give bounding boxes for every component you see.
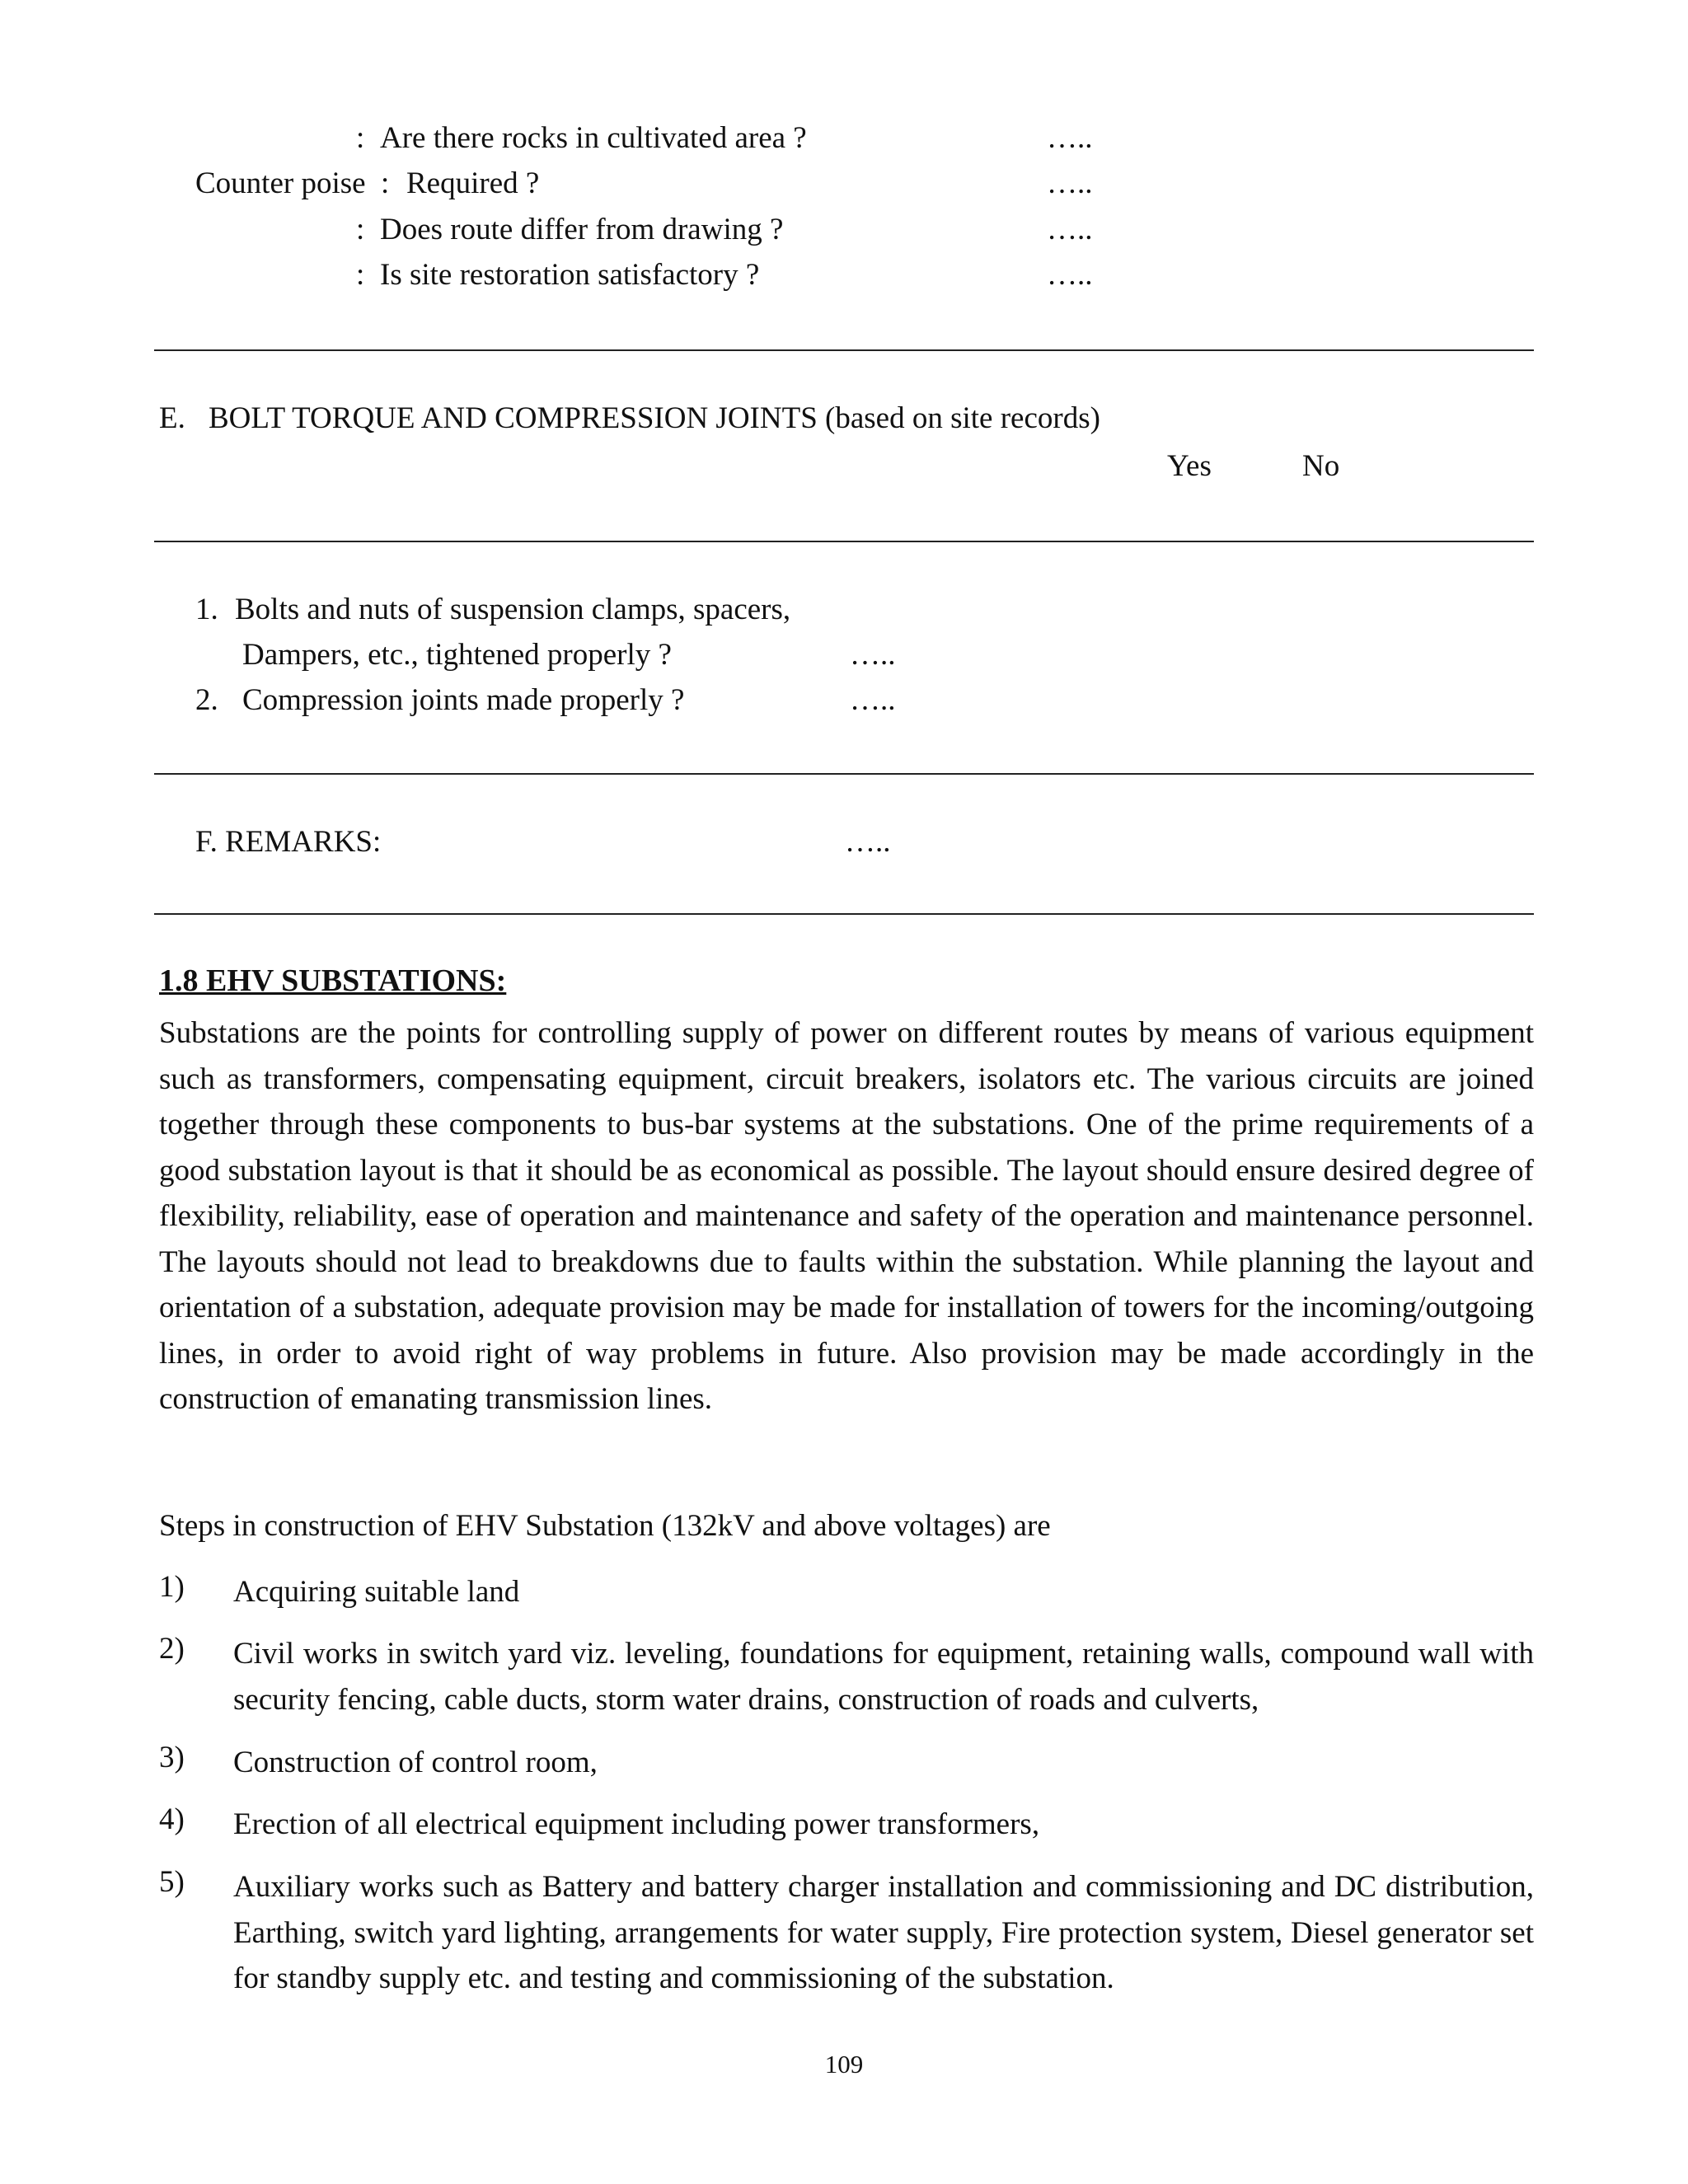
step-number: 2) [159, 1632, 185, 1666]
step-number: 1) [159, 1570, 185, 1604]
step-text: Civil works in switch yard viz. leveling, foundations for equipment, retaining walls, compound wall with security fencing, cable ducts, storm water drains, construction of roads and culverts, [233, 1637, 1534, 1717]
row-separator: : [381, 166, 390, 200]
row-question: Does route differ from drawing ? [380, 213, 784, 246]
remarks-label: F. REMARKS: [195, 825, 382, 859]
row-question: Required ? [406, 166, 540, 200]
item-number: 2. [195, 683, 218, 717]
item-answer-blank: ….. [850, 638, 896, 672]
section-divider [154, 773, 1534, 775]
steps-intro: Steps in construction of EHV Substation (132kV and above voltages) are [159, 1509, 1051, 1543]
row-answer-blank: ….. [1047, 213, 1093, 246]
item-answer-blank: ….. [850, 683, 896, 717]
row-answer-blank: ….. [1047, 166, 1093, 200]
section-e-letter: E. [159, 401, 185, 435]
column-header-yes: Yes [1167, 449, 1212, 483]
item-text: Bolts and nuts of suspension clamps, spacers, [235, 593, 791, 626]
page-number: 109 [824, 2050, 864, 2079]
row-separator: : [356, 121, 365, 155]
item-text: Compression joints made properly ? [242, 683, 685, 717]
section-divider [154, 349, 1534, 351]
row-answer-blank: ….. [1047, 121, 1093, 155]
step-number: 3) [159, 1741, 185, 1774]
item-number: 1. [195, 593, 218, 626]
row-answer-blank: ….. [1047, 258, 1093, 292]
row-separator: : [356, 258, 365, 292]
step-text: Construction of control room, [233, 1746, 598, 1779]
section-e-title: BOLT TORQUE AND COMPRESSION JOINTS (based on site records) [209, 401, 1100, 435]
step-number: 4) [159, 1802, 185, 1836]
row-question: Are there rocks in cultivated area ? [380, 121, 807, 155]
column-header-no: No [1302, 449, 1340, 483]
remarks-answer-blank: ….. [845, 825, 891, 859]
item-text-continued: Dampers, etc., tightened properly ? [242, 638, 672, 672]
row-label-counter-poise: Counter poise [195, 166, 366, 200]
step-number: 5) [159, 1865, 185, 1899]
section-divider [154, 913, 1534, 915]
row-question: Is site restoration satisfactory ? [380, 258, 760, 292]
section-heading: 1.8 EHV SUBSTATIONS: [159, 963, 507, 998]
step-text: Acquiring suitable land [233, 1575, 520, 1609]
row-separator: : [356, 213, 365, 246]
body-paragraph: Substations are the points for controlling supply of power on different routes by means of various equipment such as transformers, compensating equipment, circuit breakers, isolators etc. The various circuits are joined together through these components to bus-bar systems at the substations. One of the prime requirements of a good substation layout is that it should be as economical as possible. The layout should ensure desired degree of flexibility, reliability, ease of operation and maintenance and safety of the operation and maintenance personnel. The layouts should not lead to breakdowns due to faults within the substation. While planning the layout and orientation of a substation, adequate provision may be made for installation of towers for the incoming/outgoing lines, in order to avoid right of way problems in future. Also provision may be made accordingly in the construction of emanating transmission lines. [159, 1016, 1534, 1416]
step-text: Erection of all electrical equipment including power transformers, [233, 1807, 1040, 1841]
section-divider [154, 541, 1534, 542]
step-text: Auxiliary works such as Battery and battery charger installation and commissioning and DC distribution, Earthing, switch yard lighting, arrangements for water supply, Fire protection system, Diesel generator set for standby supply etc. and testing and commissioning of the substation. [233, 1870, 1534, 1995]
